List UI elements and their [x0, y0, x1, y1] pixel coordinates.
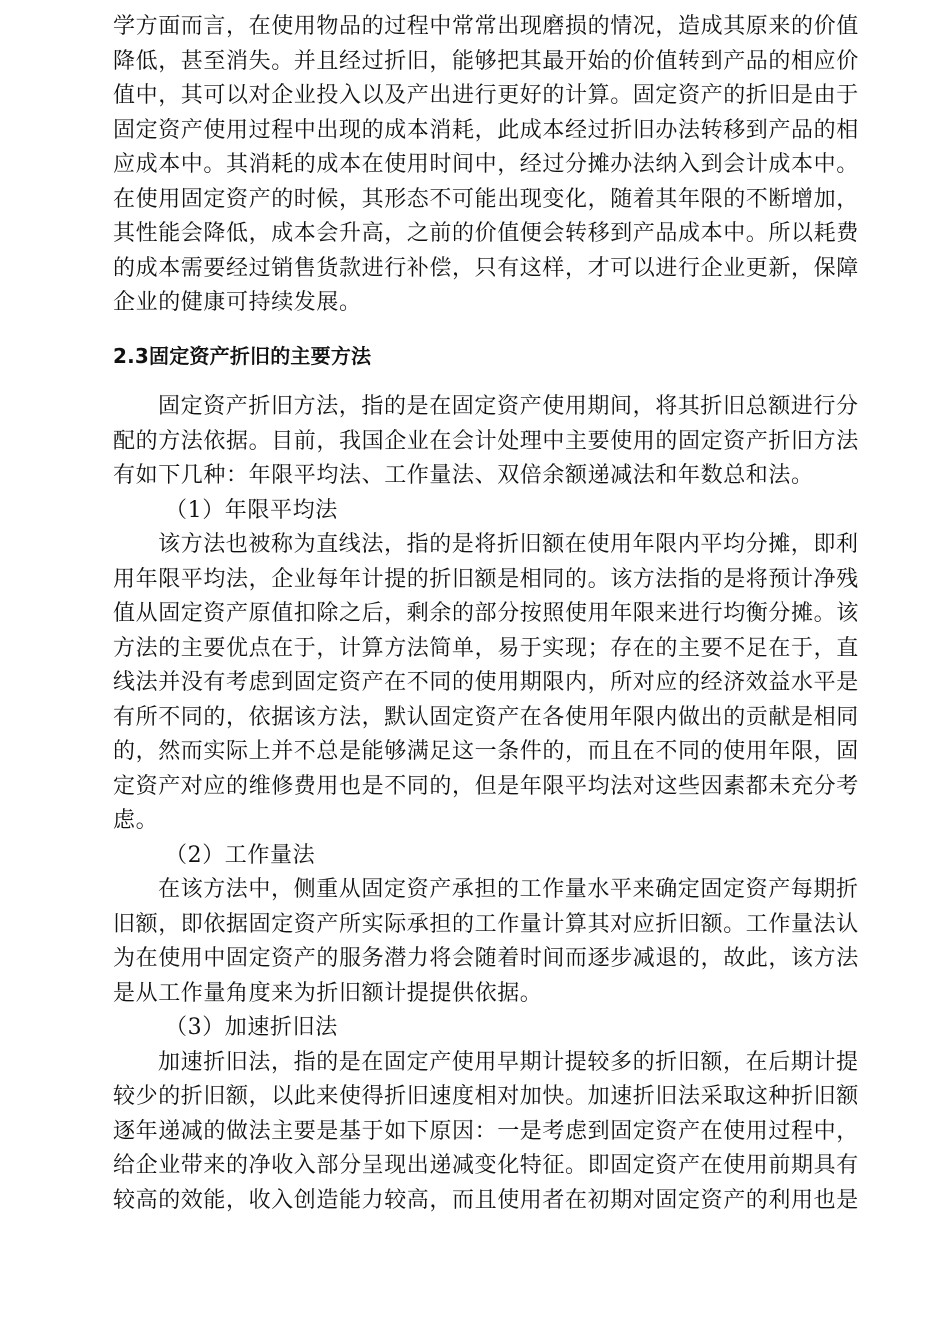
text-line: 在使用固定资产的时候，其形态不可能出现变化，随着其年限的不断增加， — [113, 186, 859, 212]
text-line: 的成本需要经过销售货款进行补偿，只有这样，才可以进行企业更新，保障 — [113, 255, 859, 281]
text-line: 应成本中。其消耗的成本在使用时间中，经过分摊办法纳入到会计成本中。 — [113, 152, 859, 177]
text-line: 配的方法依据。目前，我国企业在会计处理中主要使用的固定资产折旧方法 — [113, 428, 859, 454]
method-2-title: （2）工作量法 — [165, 842, 316, 868]
text-line: 是从工作量角度来为折旧额计提提供依据。 — [113, 980, 543, 1006]
text-line: 在该方法中，侧重从固定资产承担的工作量水平来确定固定资产每期折 — [158, 877, 859, 902]
text-line: 较高的效能，收入创造能力较高，而且使用者在初期对固定资产的利用也是 — [113, 1187, 859, 1213]
text-line: 固定资产使用过程中出现的成本消耗，此成本经过折旧办法转移到产品的相 — [113, 117, 859, 143]
overview-paragraph — [113, 390, 873, 494]
text-line: 给企业带来的净收入部分呈现出递减变化特征。即固定资产在使用前期具有 — [113, 1153, 859, 1178]
section-heading: 2.3固定资产折旧的主要方法 — [113, 343, 372, 368]
text-line: 的，然而实际上并不总是能够满足这一条件的，而且在不同的使用年限，固 — [113, 739, 859, 764]
text-line: 有如下几种：年限平均法、工作量法、双倍余额递减法和年数总和法。 — [113, 463, 814, 488]
method-3-paragraph — [113, 1046, 873, 1219]
text-line: 加速折旧法，指的是在固定产使用早期计提较多的折旧额，在后期计提 — [158, 1049, 859, 1075]
text-line: 有所不同的，依据该方法，默认固定资产在各使用年限内做出的贡献是相同 — [113, 704, 859, 730]
text-line: 旧额，即依据固定资产所实际承担的工作量计算其对应折旧额。工作量法认 — [113, 911, 859, 937]
text-line: 用年限平均法，企业每年计提的折旧额是相同的。该方法指的是将预计净残 — [113, 566, 859, 592]
text-line: 较少的折旧额，以此来使得折旧速度相对加快。加速折旧法采取这种折旧额 — [113, 1084, 859, 1109]
text-line: 虑。 — [113, 808, 159, 833]
intro-paragraph — [113, 10, 873, 321]
method-1-paragraph — [113, 528, 873, 839]
text-line: 为在使用中固定资产的服务潜力将会随着时间而逐步减退的，故此，该方法 — [113, 946, 859, 971]
method-3-title: （3）加速折旧法 — [165, 1015, 338, 1040]
text-line: 方法的主要优点在于，计算方法简单，易于实现；存在的主要不足在于，直 — [113, 635, 859, 661]
text-line: 固定资产折旧方法，指的是在固定资产使用期间，将其折旧总额进行分 — [158, 394, 859, 419]
text-line: 降低，甚至消失。并且经过折旧，能够把其最开始的价值转到产品的相应价 — [113, 48, 859, 74]
text-line: 线法并没有考虑到固定资产在不同的使用期限内，所对应的经济效益水平是 — [113, 670, 859, 695]
text-line: 学方面而言，在使用物品的过程中常常出现磨损的情况，造成其原来的价值 — [113, 14, 859, 39]
method-2-paragraph — [113, 873, 873, 1011]
document-page — [113, 10, 873, 1218]
text-line: 企业的健康可持续发展。 — [113, 290, 362, 315]
method-1-title: （1）年限平均法 — [165, 497, 338, 523]
text-line: 其性能会降低，成本会升高，之前的价值便会转移到产品成本中。所以耗费 — [113, 221, 859, 246]
text-line: 逐年递减的做法主要是基于如下原因：一是考虑到固定资产在使用过程中， — [113, 1118, 859, 1144]
text-line: 定资产对应的维修费用也是不同的，但是年限平均法对这些因素都未充分考 — [113, 773, 859, 799]
text-line: 值中，其可以对企业投入以及产出进行更好的计算。固定资产的折旧是由于 — [113, 83, 859, 108]
text-line: 值从固定资产原值扣除之后，剩余的部分按照使用年限来进行均衡分摊。该 — [113, 601, 859, 626]
text-line: 该方法也被称为直线法，指的是将折旧额在使用年限内平均分摊，即利 — [158, 532, 859, 557]
